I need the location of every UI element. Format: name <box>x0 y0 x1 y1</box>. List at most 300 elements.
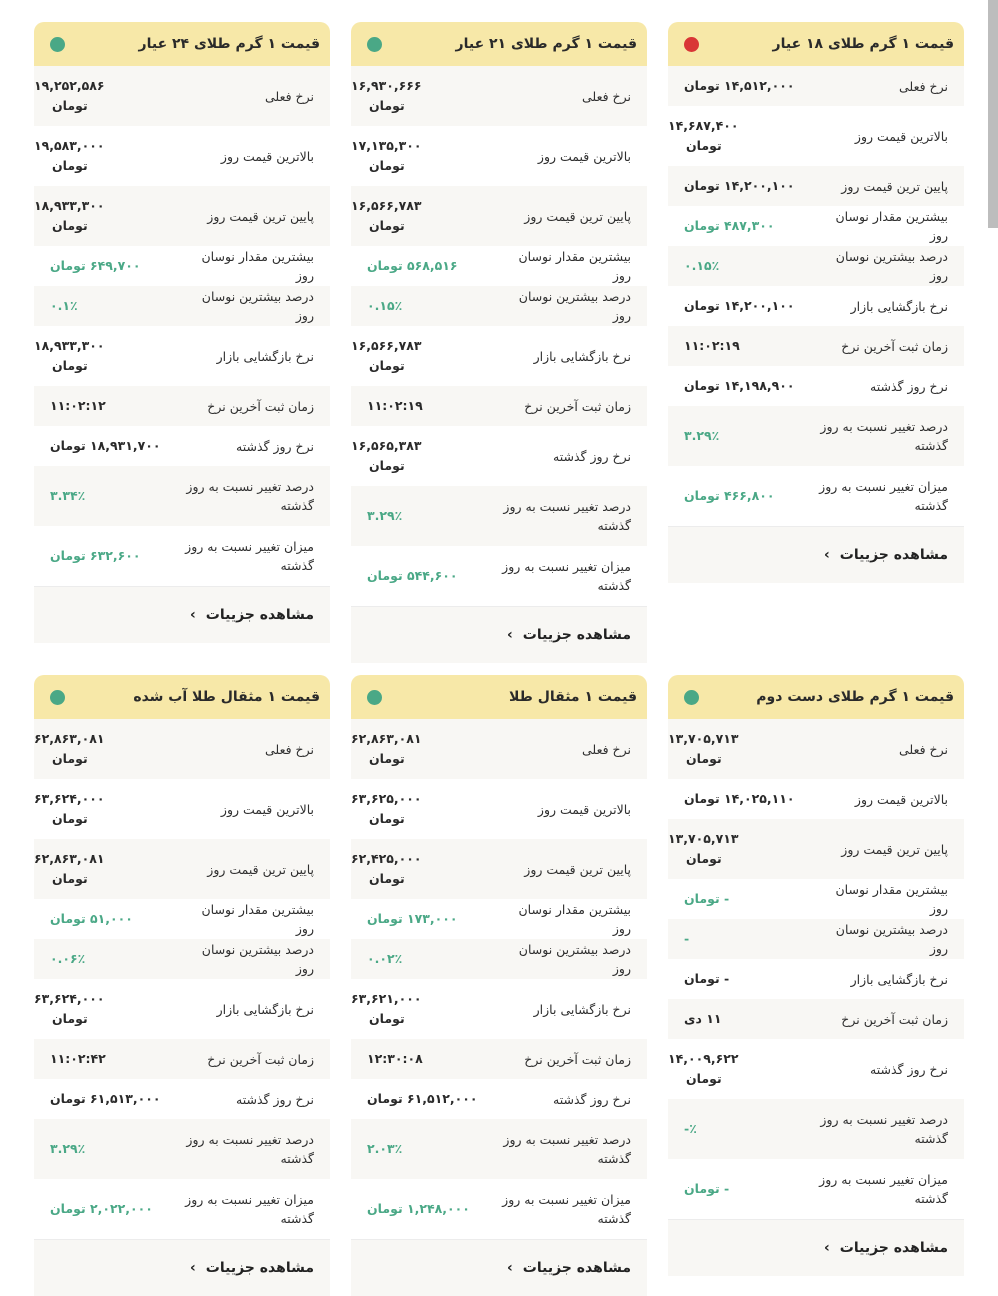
value-unit: تومان <box>367 911 403 926</box>
row-current <box>351 719 647 779</box>
value-number: ۱۸,۹۳۳,۳۰۰ <box>34 338 105 353</box>
value-unit: تومان <box>684 1181 720 1196</box>
row-label: بالاترین قیمت روز <box>220 801 314 817</box>
row-label: زمان ثبت آخرین نرخ <box>207 1051 314 1067</box>
row-value <box>34 336 180 376</box>
card-title: قیمت ۱ گرم طلای ۱۸ عیار <box>772 36 954 52</box>
row-value <box>34 729 180 769</box>
row-current <box>668 66 964 106</box>
row-low <box>668 166 964 206</box>
row-change-pct <box>34 1119 330 1179</box>
value-number: ۰.۰۶٪ <box>50 951 86 966</box>
value-unit: تومان <box>684 298 720 313</box>
row-value <box>351 729 497 769</box>
value-number: ۲.۰۳٪ <box>367 1141 403 1156</box>
view-details-label: مشاهده جزییات <box>205 1260 314 1276</box>
value-number: ۱۴,۱۹۸,۹۰۰ <box>724 378 795 393</box>
row-max-range-pct <box>668 919 964 959</box>
view-details-label: مشاهده جزییات <box>522 1260 631 1276</box>
row-label: درصد تغییر نسبت به روز گذشته <box>186 1132 314 1166</box>
row-change-amt <box>34 1179 330 1239</box>
value-number: ۶۲,۸۶۳,۰۸۱ <box>34 851 105 866</box>
card-title: قیمت ۱ گرم طلای دست دوم <box>756 689 954 705</box>
value-unit: تومان <box>367 1091 403 1106</box>
chevron-left-icon: › <box>824 547 830 563</box>
row-value <box>668 789 814 809</box>
view-details-label: مشاهده جزییات <box>522 627 631 643</box>
row-low <box>351 186 647 246</box>
row-label: بیشترین مقدار نوسان روز <box>518 249 631 283</box>
row-label: پایین ترین قیمت روز <box>524 861 631 877</box>
value-unit: تومان <box>50 1091 86 1106</box>
card-header <box>34 22 330 66</box>
row-value <box>351 256 497 276</box>
row-label: پایین ترین قیمت روز <box>524 208 631 224</box>
row-value <box>668 426 814 446</box>
row-label: بالاترین قیمت روز <box>537 148 631 164</box>
row-value <box>34 1139 180 1159</box>
value-number: ۱۴,۵۱۲,۰۰۰ <box>724 78 795 93</box>
value-number: ۵۶۸,۵۱۶ <box>407 258 458 273</box>
row-last-time <box>34 386 330 426</box>
value-number: ۱۳,۷۰۵,۷۱۳ <box>668 731 739 746</box>
row-open <box>351 326 647 386</box>
value-number: ۰.۱۵٪ <box>684 258 720 273</box>
row-value <box>351 566 497 586</box>
value-number: ۱۴,۲۰۰,۱۰۰ <box>724 178 795 193</box>
row-value <box>668 889 814 909</box>
row-label: زمان ثبت آخرین نرخ <box>524 398 631 414</box>
row-prev <box>351 1079 647 1119</box>
value-number: ۱۸,۹۳۳,۳۰۰ <box>34 198 105 213</box>
value-unit: تومان <box>367 258 403 273</box>
row-value <box>34 1049 180 1069</box>
row-change-pct <box>668 406 964 466</box>
row-label: نرخ بازگشایی بازار <box>850 971 948 987</box>
row-label: میزان تغییر نسبت به روز گذشته <box>819 1172 948 1206</box>
row-label: درصد تغییر نسبت به روز گذشته <box>503 499 631 533</box>
row-value <box>668 296 814 316</box>
row-value <box>351 849 497 889</box>
value-unit: تومان <box>52 158 88 173</box>
row-label: درصد تغییر نسبت به روز گذشته <box>503 1132 631 1166</box>
row-label: نرخ روز گذشته <box>236 1091 314 1107</box>
row-value <box>351 396 497 416</box>
value-unit: تومان <box>684 78 720 93</box>
row-label: درصد بیشترین نوسان روز <box>835 249 948 283</box>
value-number: ۶۳,۶۲۱,۰۰۰ <box>351 991 422 1006</box>
value-number: ۱۱:۰۲:۱۹ <box>367 398 423 413</box>
row-label: پایین ترین قیمت روز <box>207 861 314 877</box>
price-card <box>668 675 964 1276</box>
view-details-button[interactable] <box>34 586 330 643</box>
price-card <box>34 675 330 1296</box>
value-number: ۱۹,۵۸۳,۰۰۰ <box>34 138 105 153</box>
row-max-range-pct <box>668 246 964 286</box>
value-number: ۱۹,۲۵۲,۵۸۶ <box>34 78 105 93</box>
row-label: پایین ترین قیمت روز <box>841 841 948 857</box>
status-down-dot-icon <box>684 37 699 52</box>
row-value <box>34 849 180 889</box>
view-details-button[interactable] <box>668 1219 964 1276</box>
row-low <box>34 839 330 899</box>
value-unit: تومان <box>369 98 405 113</box>
row-label: نرخ روز گذشته <box>553 1091 631 1107</box>
value-unit: تومان <box>686 851 722 866</box>
value-number: ۱۴,۲۰۰,۱۰۰ <box>724 298 795 313</box>
row-value <box>34 909 180 929</box>
view-details-label: مشاهده جزییات <box>205 607 314 623</box>
value-unit: تومان <box>52 1011 88 1026</box>
status-up-dot-icon <box>367 37 382 52</box>
value-unit: تومان <box>52 751 88 766</box>
row-max-range-pct <box>351 939 647 979</box>
price-card <box>34 22 330 643</box>
card-header <box>34 675 330 719</box>
view-details-label: مشاهده جزییات <box>839 547 948 563</box>
row-max-range-pct <box>351 286 647 326</box>
card-title: قیمت ۱ مثقال طلا <box>509 689 637 705</box>
row-value <box>668 376 814 396</box>
value-unit: تومان <box>684 488 720 503</box>
value-number: ۶۳۲,۶۰۰ <box>90 548 141 563</box>
row-value <box>34 486 180 506</box>
row-label: بالاترین قیمت روز <box>854 791 948 807</box>
row-value <box>668 116 814 156</box>
row-value <box>351 789 497 829</box>
row-low <box>351 839 647 899</box>
value-unit: تومان <box>367 1201 403 1216</box>
row-label: بالاترین قیمت روز <box>220 148 314 164</box>
row-high <box>668 106 964 166</box>
row-label: بیشترین مقدار نوسان روز <box>518 902 631 936</box>
value-number: ۶۳,۶۲۵,۰۰۰ <box>351 791 422 806</box>
row-value <box>668 1009 814 1029</box>
row-label: نرخ بازگشایی بازار <box>533 1001 631 1017</box>
row-value <box>668 829 814 869</box>
row-label: درصد تغییر نسبت به روز گذشته <box>820 419 948 453</box>
view-details-button[interactable] <box>351 1239 647 1296</box>
row-open <box>34 326 330 386</box>
row-open <box>351 979 647 1039</box>
row-label: زمان ثبت آخرین نرخ <box>207 398 314 414</box>
value-unit: تومان <box>50 1201 86 1216</box>
row-label: زمان ثبت آخرین نرخ <box>524 1051 631 1067</box>
value-number: ۳.۲۹٪ <box>684 428 720 443</box>
value-unit: تومان <box>369 158 405 173</box>
value-unit: تومان <box>686 751 722 766</box>
value-number: ۳.۲۹٪ <box>367 508 403 523</box>
row-current <box>34 66 330 126</box>
row-label: پایین ترین قیمت روز <box>841 178 948 194</box>
row-label: بیشترین مقدار نوسان روز <box>835 209 948 243</box>
row-value <box>351 296 497 316</box>
row-label: نرخ بازگشایی بازار <box>850 298 948 314</box>
value-unit: تومان <box>684 218 720 233</box>
row-label: نرخ فعلی <box>899 78 948 94</box>
value-number: ۱۱ دی <box>684 1011 722 1026</box>
row-last-time <box>34 1039 330 1079</box>
row-label: بیشترین مقدار نوسان روز <box>835 882 948 916</box>
chevron-left-icon: › <box>824 1240 830 1256</box>
row-value <box>668 76 814 96</box>
row-value <box>351 336 497 376</box>
row-label: درصد تغییر نسبت به روز گذشته <box>186 479 314 513</box>
card-header <box>668 22 964 66</box>
value-unit: تومان <box>684 378 720 393</box>
value-unit: تومان <box>52 811 88 826</box>
row-value <box>351 949 497 969</box>
value-number: - <box>684 931 690 946</box>
row-value <box>34 1199 180 1219</box>
chevron-left-icon: › <box>507 627 513 643</box>
value-number: ۰.۱٪ <box>50 298 78 313</box>
row-value <box>668 929 814 949</box>
row-high <box>668 779 964 819</box>
value-unit: تومان <box>50 911 86 926</box>
value-number: ۱,۲۴۸,۰۰۰ <box>407 1201 470 1216</box>
value-unit: تومان <box>684 971 720 986</box>
row-open <box>668 959 964 999</box>
status-up-dot-icon <box>50 37 65 52</box>
value-number: ۱۴,۰۰۹,۶۲۲ <box>668 1051 739 1066</box>
row-open <box>668 286 964 326</box>
row-prev <box>34 1079 330 1119</box>
row-value <box>668 256 814 276</box>
value-unit: تومان <box>369 871 405 886</box>
value-number: ۱۳,۷۰۵,۷۱۳ <box>668 831 739 846</box>
value-unit: تومان <box>684 791 720 806</box>
view-details-button[interactable] <box>351 606 647 663</box>
value-unit: تومان <box>50 258 86 273</box>
value-number: ۱۱:۰۲:۱۹ <box>684 338 740 353</box>
value-number: ۴۸۷,۳۰۰ <box>724 218 775 233</box>
row-value <box>34 789 180 829</box>
row-max-range <box>668 879 964 919</box>
value-unit: تومان <box>50 548 86 563</box>
row-value <box>668 486 814 506</box>
value-number: ۱۴,۶۸۷,۴۰۰ <box>668 118 739 133</box>
value-unit: تومان <box>369 358 405 373</box>
value-number: ۱۷,۱۳۵,۳۰۰ <box>351 138 422 153</box>
row-label: نرخ روز گذشته <box>236 438 314 454</box>
row-value <box>351 196 497 236</box>
value-number: - <box>724 971 730 986</box>
value-unit: تومان <box>52 358 88 373</box>
row-low <box>668 819 964 879</box>
row-value <box>34 76 180 116</box>
row-label: نرخ بازگشایی بازار <box>216 1001 314 1017</box>
row-value <box>34 136 180 176</box>
row-change-amt <box>34 526 330 586</box>
value-number: ۲,۰۲۲,۰۰۰ <box>90 1201 153 1216</box>
row-prev <box>351 426 647 486</box>
value-unit: تومان <box>369 811 405 826</box>
value-number: ۶۳,۶۲۴,۰۰۰ <box>34 991 105 1006</box>
row-max-range <box>351 899 647 939</box>
row-current <box>351 66 647 126</box>
row-label: درصد بیشترین نوسان روز <box>518 942 631 976</box>
row-change-pct <box>351 1119 647 1179</box>
row-value <box>34 436 180 456</box>
row-prev <box>668 366 964 406</box>
value-number: ۱۶,۵۶۶,۷۸۳ <box>351 338 422 353</box>
row-label: میزان تغییر نسبت به روز گذشته <box>185 539 314 573</box>
row-label: میزان تغییر نسبت به روز گذشته <box>502 1192 631 1226</box>
row-value <box>351 76 497 116</box>
row-label: میزان تغییر نسبت به روز گذشته <box>502 559 631 593</box>
value-number: ۶۱,۵۱۲,۰۰۰ <box>407 1091 478 1106</box>
row-label: درصد بیشترین نوسان روز <box>835 922 948 956</box>
row-value <box>668 176 814 196</box>
row-change-amt <box>668 466 964 526</box>
row-value <box>34 296 180 316</box>
row-value <box>351 989 497 1029</box>
row-max-range-pct <box>34 939 330 979</box>
card-header <box>351 22 647 66</box>
row-label: درصد تغییر نسبت به روز گذشته <box>820 1112 948 1146</box>
value-number: - <box>724 891 730 906</box>
value-number: ۱۱:۰۲:۴۲ <box>50 1051 106 1066</box>
card-header <box>668 675 964 719</box>
value-unit: تومان <box>686 138 722 153</box>
status-up-dot-icon <box>367 690 382 705</box>
row-label: پایین ترین قیمت روز <box>207 208 314 224</box>
row-label: نرخ فعلی <box>265 741 314 757</box>
row-label: نرخ بازگشایی بازار <box>533 348 631 364</box>
row-label: نرخ روز گذشته <box>870 1061 948 1077</box>
value-number: ۶۲,۸۶۳,۰۸۱ <box>351 731 422 746</box>
card-title: قیمت ۱ مثقال طلا آب شده <box>133 689 320 705</box>
value-number: ۶۲,۴۲۵,۰۰۰ <box>351 851 422 866</box>
row-max-range-pct <box>34 286 330 326</box>
row-label: بالاترین قیمت روز <box>854 128 948 144</box>
value-unit: تومان <box>52 218 88 233</box>
value-number: ۴۶۶,۸۰۰ <box>724 488 775 503</box>
value-unit: تومان <box>369 458 405 473</box>
value-unit: تومان <box>50 438 86 453</box>
value-unit: تومان <box>369 1011 405 1026</box>
row-value <box>34 1089 180 1109</box>
card-title: قیمت ۱ گرم طلای ۲۱ عیار <box>455 36 637 52</box>
price-card <box>351 675 647 1296</box>
card-header <box>351 675 647 719</box>
value-unit: تومان <box>369 218 405 233</box>
value-number: ۱۴,۰۲۵,۱۱۰ <box>724 791 795 806</box>
row-prev <box>668 1039 964 1099</box>
row-last-time <box>351 1039 647 1079</box>
card-title: قیمت ۱ گرم طلای ۲۴ عیار <box>138 36 320 52</box>
row-value <box>34 256 180 276</box>
row-value <box>351 136 497 176</box>
value-number: ۵۴۴,۶۰۰ <box>407 568 458 583</box>
value-number: ۳.۳۴٪ <box>50 488 86 503</box>
row-label: زمان ثبت آخرین نرخ <box>841 1011 948 1027</box>
row-label: میزان تغییر نسبت به روز گذشته <box>185 1192 314 1226</box>
row-change-pct <box>351 486 647 546</box>
row-low <box>34 186 330 246</box>
row-value <box>34 196 180 236</box>
value-number: ۱۶,۹۳۰,۶۶۶ <box>351 78 422 93</box>
row-max-range <box>34 246 330 286</box>
row-label: نرخ روز گذشته <box>553 448 631 464</box>
row-label: میزان تغییر نسبت به روز گذشته <box>819 479 948 513</box>
value-number: ۶۱,۵۱۳,۰۰۰ <box>90 1091 161 1106</box>
row-value <box>34 546 180 566</box>
value-number: ۰.۰۲٪ <box>367 951 403 966</box>
row-current <box>34 719 330 779</box>
value-unit: تومان <box>52 871 88 886</box>
value-number: ۶۲,۸۶۳,۰۸۱ <box>34 731 105 746</box>
price-card <box>351 22 647 663</box>
value-number: ۶۴۹,۷۰۰ <box>90 258 141 273</box>
page-scrollbar[interactable] <box>988 0 998 228</box>
row-label: بیشترین مقدار نوسان روز <box>201 902 314 936</box>
value-number: ٪- <box>684 1121 697 1136</box>
row-value <box>668 336 814 356</box>
row-last-time <box>668 326 964 366</box>
row-last-time <box>351 386 647 426</box>
row-value <box>668 1119 814 1139</box>
value-number: ۱۷۳,۰۰۰ <box>407 911 458 926</box>
row-label: درصد بیشترین نوسان روز <box>518 289 631 323</box>
chevron-left-icon: › <box>190 1260 196 1276</box>
row-value <box>668 216 814 236</box>
row-label: نرخ بازگشایی بازار <box>216 348 314 364</box>
value-unit: تومان <box>367 568 403 583</box>
row-high <box>34 126 330 186</box>
value-number: - <box>724 1181 730 1196</box>
row-value <box>351 1049 497 1069</box>
row-prev <box>34 426 330 466</box>
row-label: نرخ فعلی <box>582 88 631 104</box>
view-details-button[interactable] <box>34 1239 330 1296</box>
row-high <box>34 779 330 839</box>
row-last-time <box>668 999 964 1039</box>
row-label: نرخ فعلی <box>899 741 948 757</box>
row-change-amt <box>351 546 647 606</box>
row-current <box>668 719 964 779</box>
row-change-pct <box>668 1099 964 1159</box>
row-label: بالاترین قیمت روز <box>537 801 631 817</box>
value-unit: تومان <box>369 751 405 766</box>
row-label: نرخ روز گذشته <box>870 378 948 394</box>
view-details-button[interactable] <box>668 526 964 583</box>
row-label: زمان ثبت آخرین نرخ <box>841 338 948 354</box>
row-max-range <box>351 246 647 286</box>
value-number: ۱۲:۳۰:۰۸ <box>367 1051 423 1066</box>
row-label: بیشترین مقدار نوسان روز <box>201 249 314 283</box>
price-card <box>668 22 964 583</box>
row-max-range <box>668 206 964 246</box>
value-number: ۱۶,۵۶۵,۳۸۳ <box>351 438 422 453</box>
row-value <box>668 1179 814 1199</box>
row-value <box>351 1199 497 1219</box>
value-number: ۱۱:۰۲:۱۲ <box>50 398 106 413</box>
status-up-dot-icon <box>50 690 65 705</box>
value-unit: تومان <box>684 891 720 906</box>
row-value <box>351 1139 497 1159</box>
row-value <box>351 1089 497 1109</box>
value-number: ۵۱,۰۰۰ <box>90 911 133 926</box>
value-number: ۱۸,۹۳۱,۷۰۰ <box>90 438 161 453</box>
value-unit: تومان <box>686 1071 722 1086</box>
value-number: ۶۳,۶۲۴,۰۰۰ <box>34 791 105 806</box>
view-details-label: مشاهده جزییات <box>839 1240 948 1256</box>
row-max-range <box>34 899 330 939</box>
value-unit: تومان <box>684 178 720 193</box>
row-value <box>34 396 180 416</box>
